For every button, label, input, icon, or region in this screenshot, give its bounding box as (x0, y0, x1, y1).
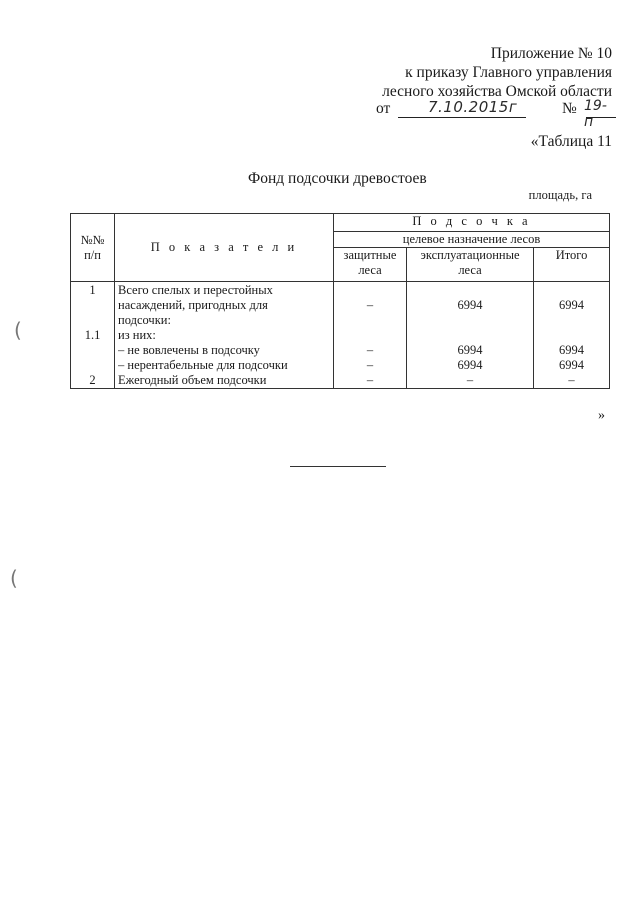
header-total: Итого (534, 248, 610, 282)
total-values-cell (534, 282, 610, 389)
total-value: 6994 (559, 298, 584, 312)
header-number-column: №№ п/п (71, 214, 115, 282)
order-number-handwritten: 19-п (584, 98, 607, 130)
order-date-handwritten: 7.10.2015г (428, 98, 518, 116)
row-number: 1 (89, 283, 96, 297)
total-value: 6994 (559, 358, 584, 372)
table-body-row (71, 282, 610, 389)
appendix-line-3: лесного хозяйства Омской области (382, 83, 612, 100)
punch-hole-mark: ( (10, 566, 18, 590)
appendix-line-2: к приказу Главного управления (405, 64, 612, 81)
total-value (537, 283, 606, 298)
protective-value (337, 313, 403, 328)
exploitation-value: 6994 (457, 298, 483, 312)
row-number: 2 (89, 373, 96, 387)
header-tapping-group: П о д с о ч к а (334, 214, 610, 232)
order-date-blank (398, 117, 526, 118)
header-forest-purpose: целевое назначение лесов (334, 232, 610, 248)
header-indicators-column: П о к а з а т е л и (115, 214, 334, 282)
row-label: из них: (118, 328, 156, 342)
row-numbers-cell (71, 282, 115, 389)
document-title: Фонд подсочки древостоев (248, 170, 427, 187)
row-number: 1.1 (84, 328, 101, 342)
protective-value: – (366, 298, 374, 312)
protective-values-cell (334, 282, 407, 389)
total-value (537, 313, 606, 328)
tapping-fund-table (70, 213, 610, 389)
row-label: – не вовлечены в подсочку (118, 343, 260, 357)
protective-value: – (366, 358, 374, 372)
table-number-label: «Таблица 11 (530, 133, 612, 150)
order-reference (376, 98, 616, 130)
row-label: – нерентабельные для подсочки (118, 358, 288, 372)
row-number (74, 313, 111, 328)
closing-quote: » (598, 408, 605, 423)
order-number-label: № (562, 100, 577, 117)
separator-line (290, 466, 386, 467)
row-label: Ежегодный объем подсочки (118, 373, 267, 387)
order-from-label: от (376, 100, 391, 117)
exploitation-value (410, 328, 530, 343)
exploitation-value (410, 283, 530, 298)
exploitation-value: – (466, 373, 474, 387)
exploitation-value: 6994 (457, 358, 483, 372)
row-number (74, 298, 111, 313)
row-number (74, 343, 111, 358)
row-labels-cell (115, 282, 334, 389)
punch-hole-mark: ( (14, 318, 22, 342)
protective-value: – (366, 343, 374, 357)
exploitation-value: 6994 (457, 343, 483, 357)
header-exploitation-forests: эксплуатационные леса (407, 248, 534, 282)
exploitation-values-cell (407, 282, 534, 389)
row-label: подсочки: (118, 313, 171, 327)
total-value (537, 328, 606, 343)
unit-label: площадь, га (528, 188, 592, 202)
row-number (74, 358, 111, 373)
appendix-header (382, 44, 612, 101)
protective-value (337, 328, 403, 343)
exploitation-value (410, 313, 530, 328)
header-protective-forests: защитные леса (334, 248, 407, 282)
appendix-line-1: Приложение № 10 (490, 45, 612, 62)
row-label: насаждений, пригодных для (118, 298, 268, 312)
total-value: 6994 (559, 343, 584, 357)
protective-value (337, 283, 403, 298)
row-label: Всего спелых и перестойных (118, 283, 273, 297)
protective-value: – (366, 373, 374, 387)
total-value: – (568, 373, 575, 387)
